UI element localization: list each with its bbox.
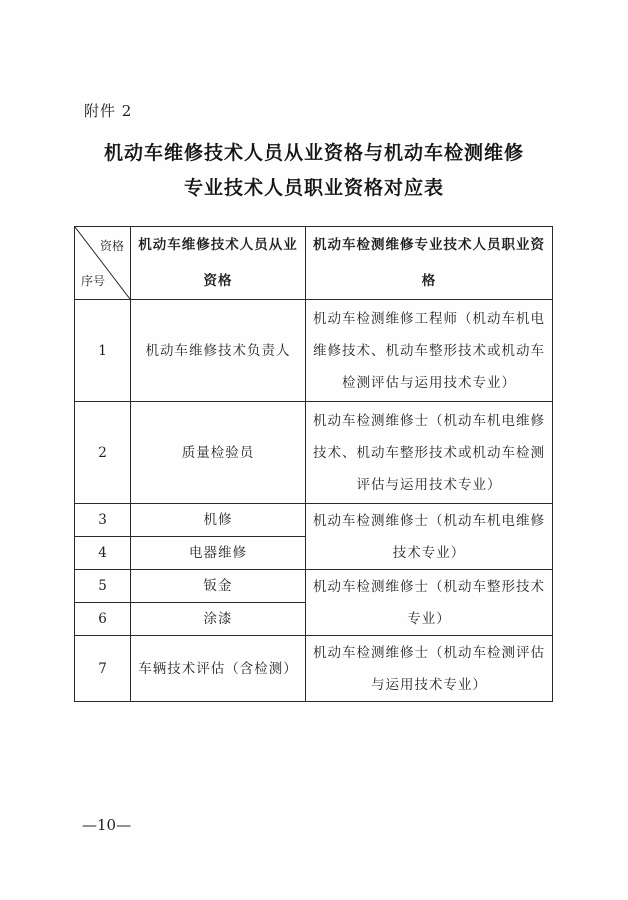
table-row	[75, 636, 553, 702]
repair-qualification-cell: 车辆技术评估（含检测）	[131, 636, 306, 702]
title-line-2: 专业技术人员职业资格对应表	[183, 177, 444, 199]
repair-qualification-cell: 质量检验员	[131, 402, 306, 504]
table-row	[75, 570, 553, 603]
row-number: 1	[75, 300, 131, 402]
repair-qualification-cell: 机动车维修技术负责人	[131, 300, 306, 402]
annex-label: 附件 2	[84, 102, 133, 120]
title-line-1: 机动车维修技术人员从业资格与机动车检测维修	[103, 142, 524, 164]
table-row	[75, 300, 553, 402]
row-number: 7	[75, 636, 131, 702]
row-number: 4	[75, 537, 131, 570]
row-number: 6	[75, 603, 131, 636]
row-number: 3	[75, 504, 131, 537]
professional-qualification-cell: 机动车检测维修士（机动车机电维修技术、机动车整形技术或机动车检测评估与运用技术专业）	[306, 402, 553, 504]
repair-qualification-cell: 电器维修	[131, 537, 306, 570]
table-row	[75, 504, 553, 537]
professional-qualification-cell: 机动车检测维修工程师（机动车机电维修技术、机动车整形技术或机动车检测评估与运用技术专业）	[306, 300, 553, 402]
repair-qualification-cell: 钣金	[131, 570, 306, 603]
header-col-repair-qualification: 机动车维修技术人员从业资格	[131, 227, 306, 300]
header-corner-cell	[75, 227, 131, 300]
page-number: —10—	[82, 816, 132, 834]
table-header-row	[75, 227, 553, 300]
table-row	[75, 402, 553, 504]
professional-qualification-cell: 机动车检测维修士（机动车整形技术专业）	[306, 570, 553, 636]
repair-qualification-cell: 机修	[131, 504, 306, 537]
professional-qualification-cell: 机动车检测维修士（机动车机电维修技术专业）	[306, 504, 553, 570]
qualification-table	[74, 226, 553, 702]
header-col-professional-qualification: 机动车检测维修专业技术人员职业资格	[306, 227, 553, 300]
repair-qualification-cell: 涂漆	[131, 603, 306, 636]
professional-qualification-cell: 机动车检测维修士（机动车检测评估与运用技术专业）	[306, 636, 553, 702]
corner-label-qualification: 资格	[99, 239, 124, 253]
row-number: 5	[75, 570, 131, 603]
row-number: 2	[75, 402, 131, 504]
corner-label-number: 序号	[81, 274, 106, 288]
